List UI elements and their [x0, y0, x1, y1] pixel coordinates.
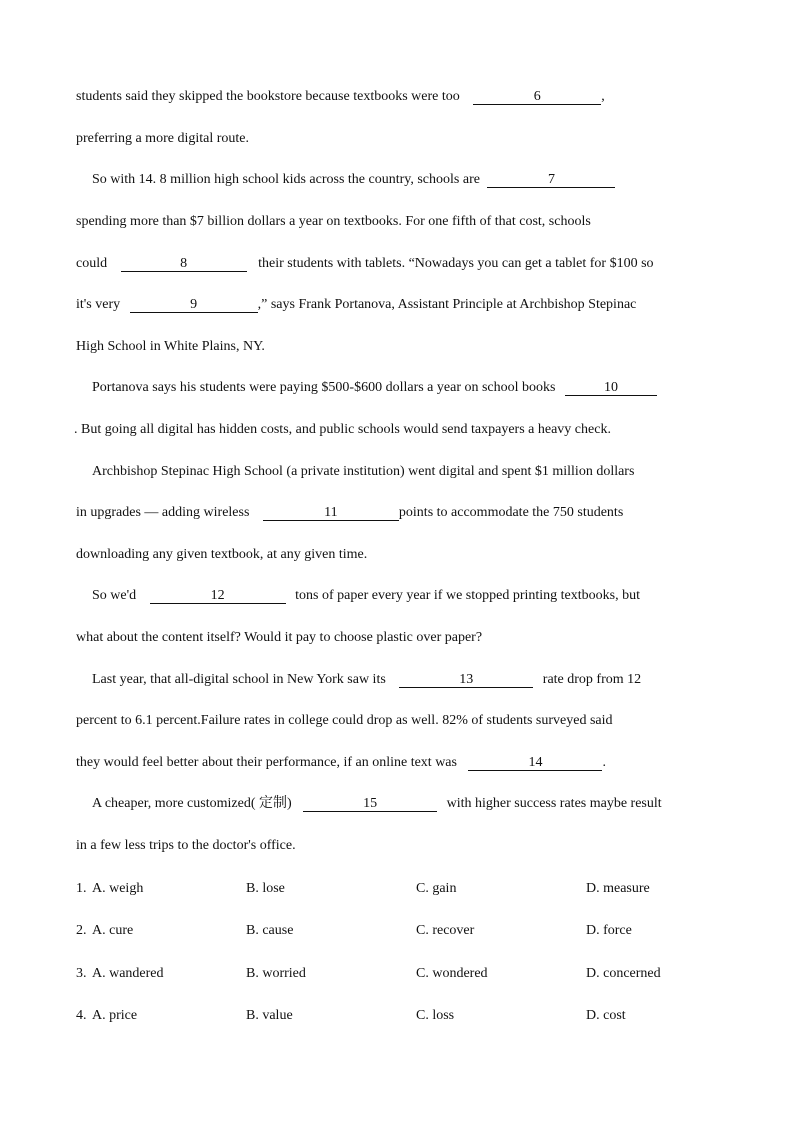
passage-line-16	[76, 712, 613, 730]
passage-line-12	[76, 546, 367, 564]
passage-line-11	[76, 504, 623, 522]
passage-text: what about the content itself? Would it pay to choose plastic over paper?	[76, 630, 483, 645]
passage-text: could	[76, 256, 108, 271]
passage-text: tons of paper every year if we stopped printing textbooks, but	[295, 588, 640, 603]
answer-blank-8: 8	[121, 256, 247, 272]
passage-text: .	[602, 755, 606, 770]
passage-text: So with 14. 8 million high school kids across the country, schools are	[92, 172, 480, 187]
passage-text: A cheaper, more customized( 定制)	[92, 796, 292, 811]
option-a: A. price	[92, 1008, 138, 1023]
answer-blank-7: 7	[487, 172, 615, 188]
passage-text: Archbishop Stepinac High School (a private institution) went digital and spent $1 million dollars	[92, 464, 635, 479]
passage-text: spending more than $7 billion dollars a year on textbooks. For one fifth of that cost, schools	[76, 214, 591, 229]
option-c: C. gain	[416, 881, 457, 896]
passage-line-19	[76, 837, 296, 855]
passage-line-4	[76, 213, 591, 231]
passage-text: ,	[601, 89, 605, 104]
passage-line-13	[92, 587, 640, 605]
answer-blank-15: 15	[303, 796, 437, 812]
passage-text: preferring a more digital route.	[76, 131, 249, 146]
passage-text: High School in White Plains, NY.	[76, 339, 265, 354]
passage-line-18	[92, 795, 662, 813]
option-a: A. weigh	[92, 881, 144, 896]
passage-text: their students with tablets. “Nowadays you can get a tablet for $100 so	[258, 256, 654, 271]
option-b: B. cause	[246, 923, 294, 938]
question-number: 2.	[76, 923, 87, 938]
option-c: C. wondered	[416, 966, 488, 981]
passage-line-5	[76, 255, 654, 273]
question-number: 3.	[76, 966, 87, 981]
option-d: D. force	[586, 923, 632, 938]
option-d: D. concerned	[586, 966, 661, 981]
option-d: D. measure	[586, 881, 650, 896]
passage-text: ,” says Frank Portanova, Assistant Principle at Archbishop Stepinac	[257, 297, 637, 312]
answer-blank-6: 6	[473, 89, 601, 105]
passage-text: students said they skipped the bookstore because textbooks were too	[76, 89, 460, 104]
question-number: 4.	[76, 1008, 87, 1023]
passage-text: Last year, that all-digital school in New York saw its	[92, 672, 386, 687]
passage-line-7	[76, 338, 265, 356]
answer-blank-13: 13	[399, 672, 533, 688]
option-a: A. wandered	[92, 966, 164, 981]
passage-text: they would feel better about their performance, if an online text was	[76, 755, 457, 770]
option-c: C. loss	[416, 1008, 455, 1023]
passage-text: So we'd	[92, 588, 137, 603]
passage-line-14	[76, 629, 482, 647]
passage-line-9	[74, 421, 611, 439]
option-b: B. worried	[246, 966, 306, 981]
passage-text: in a few less trips to the doctor's office.	[76, 838, 296, 853]
passage-text: points to accommodate the 750 students	[398, 505, 624, 520]
passage-line-10	[92, 463, 634, 481]
passage-text: with higher success rates maybe result	[446, 796, 662, 811]
option-b: B. value	[246, 1008, 293, 1023]
passage-text: percent to 6.1 percent.Failure rates in college could drop as well. 82% of students surveyed said	[76, 713, 613, 728]
answer-blank-14: 14	[468, 755, 602, 771]
option-b: B. lose	[246, 881, 285, 896]
passage-text: . But going all digital has hidden costs, and public schools would send taxpayers a heavy check.	[74, 422, 611, 437]
answer-blank-10: 10	[565, 380, 657, 396]
passage-line-3	[92, 171, 615, 189]
passage-line-17	[76, 754, 606, 772]
passage-text: Portanova says his students were paying $500-$600 dollars a year on school books	[92, 380, 556, 395]
passage-line-6	[76, 296, 636, 314]
passage-line-2	[76, 130, 249, 148]
passage-line-15	[92, 671, 641, 689]
passage-line-8	[92, 379, 657, 397]
passage-text: rate drop from 12	[542, 672, 642, 687]
answer-blank-11: 11	[263, 505, 399, 521]
passage-text: it's very	[76, 297, 121, 312]
answer-blank-12: 12	[150, 588, 286, 604]
option-a: A. cure	[92, 923, 134, 938]
answer-blank-9: 9	[130, 297, 258, 313]
passage-text: in upgrades — adding wireless	[76, 505, 250, 520]
option-c: C. recover	[416, 923, 475, 938]
option-d: D. cost	[586, 1008, 626, 1023]
passage-line-1	[76, 88, 605, 106]
passage-text: downloading any given textbook, at any given time.	[76, 547, 368, 562]
question-number: 1.	[76, 881, 87, 896]
